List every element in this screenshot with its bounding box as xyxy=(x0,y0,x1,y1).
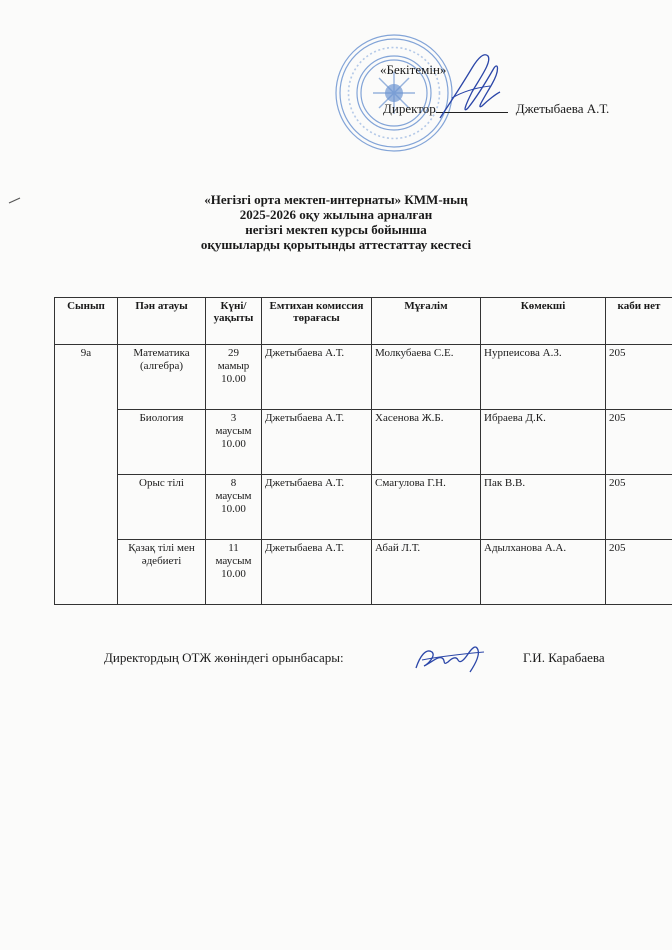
title-line-1: «Негізгі орта мектеп-интернаты» КММ-ның xyxy=(204,192,468,207)
header-room: каби нет xyxy=(606,298,672,345)
assistant-cell: Нурпеисова А.З. xyxy=(481,345,606,410)
teacher-cell: Смагулова Г.Н. xyxy=(372,475,481,540)
teacher-cell: Хасенова Ж.Б. xyxy=(372,410,481,475)
class-cell: 9а xyxy=(55,345,118,605)
exam-schedule-table xyxy=(54,297,672,605)
header-chair: Емтихан комиссия төрағасы xyxy=(262,298,372,345)
table-header-row xyxy=(55,298,672,345)
date-time: 10.00 xyxy=(221,503,246,515)
teacher-cell: Молкубаева С.Е. xyxy=(372,345,481,410)
date-day: 11 xyxy=(228,542,239,554)
date-cell xyxy=(206,410,262,475)
title-line-4: оқушыларды қорытынды аттестаттау кестесі xyxy=(200,237,472,252)
subject-cell: Қазақ тілі мен әдебиеті xyxy=(118,540,206,605)
date-time: 10.00 xyxy=(221,568,246,580)
header-date: Күні/ уақыты xyxy=(206,298,262,345)
deputy-signature xyxy=(412,638,488,676)
table-row xyxy=(55,410,672,475)
director-label: Директор xyxy=(383,101,436,116)
subject-cell: Орыс тілі xyxy=(118,475,206,540)
header-subject: Пән атауы xyxy=(118,298,206,345)
document-title xyxy=(0,192,672,252)
date-time: 10.00 xyxy=(221,373,246,385)
title-line-3: негізгі мектеп курсы бойынша xyxy=(245,222,427,237)
date-cell xyxy=(206,345,262,410)
approval-heading: «Бекітемін» xyxy=(380,62,447,77)
date-month: маусым xyxy=(215,555,252,567)
assistant-cell: Адылханова А.А. xyxy=(481,540,606,605)
header-class: Сынып xyxy=(55,298,118,345)
chair-cell: Джетыбаева А.Т. xyxy=(262,540,372,605)
deputy-name: Г.И. Карабаева xyxy=(523,650,605,665)
date-month: мамыр xyxy=(217,360,250,372)
room-cell: 205 xyxy=(606,475,672,540)
assistant-cell: Пак В.В. xyxy=(481,475,606,540)
date-time: 10.00 xyxy=(221,438,246,450)
subject-cell: Математика (алгебра) xyxy=(118,345,206,410)
director-signature xyxy=(432,48,504,126)
table-row xyxy=(55,345,672,410)
header-teacher: Мұғалім xyxy=(372,298,481,345)
header-assistant: Көмекші xyxy=(481,298,606,345)
table-row xyxy=(55,475,672,540)
table-row xyxy=(55,540,672,605)
title-line-2: 2025-2026 оқу жылына арналған xyxy=(239,207,433,222)
chair-cell: Джетыбаева А.Т. xyxy=(262,345,372,410)
date-day: 3 xyxy=(230,412,237,424)
subject-cell: Биология xyxy=(118,410,206,475)
date-month: маусым xyxy=(215,425,252,437)
date-day: 29 xyxy=(228,347,239,359)
chair-cell: Джетыбаева А.Т. xyxy=(262,410,372,475)
date-cell xyxy=(206,475,262,540)
date-cell xyxy=(206,540,262,605)
room-cell: 205 xyxy=(606,540,672,605)
deputy-role: Директордың ОТЖ жөніндегі орынбасары: xyxy=(104,650,344,665)
assistant-cell: Ибраева Д.К. xyxy=(481,410,606,475)
teacher-cell: Абай Л.Т. xyxy=(372,540,481,605)
deputy-signature-line xyxy=(104,650,605,666)
date-day: 8 xyxy=(230,477,237,489)
chair-cell: Джетыбаева А.Т. xyxy=(262,475,372,540)
room-cell: 205 xyxy=(606,410,672,475)
date-month: маусым xyxy=(215,490,252,502)
room-cell: 205 xyxy=(606,345,672,410)
director-name: Джетыбаева А.Т. xyxy=(515,101,610,116)
